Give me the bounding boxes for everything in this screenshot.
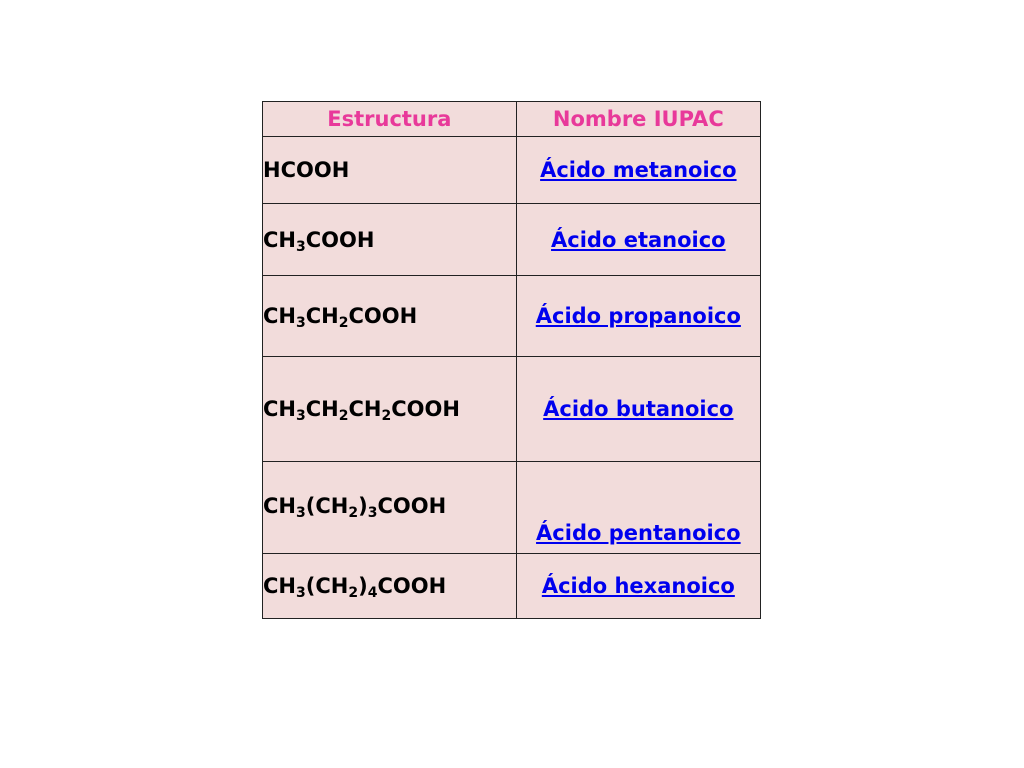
formula-text: $CH_3COOH$: [263, 227, 375, 255]
formula-subscript: 2: [381, 408, 392, 424]
table-row: [263, 276, 761, 357]
formula-subscript: 2: [338, 408, 349, 424]
header-row: [263, 102, 761, 137]
carboxylic-acids-table: [262, 101, 761, 619]
name-cell: [516, 204, 760, 276]
name-cell: [516, 276, 760, 357]
formula-text: $CH_3(CH_2)_3COOH$: [263, 494, 447, 521]
table-row: [263, 357, 761, 462]
formula-text: $CH_3CH_2CH_2COOH$: [263, 397, 460, 424]
formula-subscript: 2: [348, 585, 359, 601]
formula-subscript: 3: [296, 585, 306, 601]
formula-subscript: 3: [296, 408, 306, 424]
formula-subscript: 3: [296, 315, 306, 331]
formula-subscript: 2: [348, 505, 359, 521]
table-row: [263, 137, 761, 204]
formula-cell: [263, 204, 517, 276]
table-row: [263, 204, 761, 276]
formula-subscript: 3: [367, 505, 378, 521]
formula-subscript: 3: [296, 238, 306, 255]
formula-subscript: 3: [296, 505, 306, 521]
formula-subscript: 4: [367, 585, 378, 601]
formula-cell: [263, 554, 517, 619]
formula-text: $CH_3(CH_2)_4COOH$: [263, 574, 447, 601]
table-row: [263, 462, 761, 554]
formula-cell: [263, 462, 517, 554]
header-structure: Estructura: [263, 102, 517, 137]
formula-cell: [263, 357, 517, 462]
iupac-name-link[interactable]: Ácido etanoico: [551, 227, 726, 252]
formula-cell: [263, 137, 517, 204]
formula-text: $CH_3CH_2COOH$: [263, 304, 418, 331]
iupac-name-link[interactable]: Ácido butanoico: [543, 397, 734, 421]
iupac-name-link[interactable]: Ácido propanoico: [535, 304, 741, 328]
name-cell: [516, 462, 760, 554]
name-cell: [516, 357, 760, 462]
formula-cell: [263, 276, 517, 357]
formula-subscript: 2: [338, 315, 349, 331]
name-cell: [516, 554, 760, 619]
iupac-name-link[interactable]: Ácido pentanoico: [536, 521, 741, 545]
name-cell: [516, 137, 760, 204]
iupac-name-link[interactable]: Ácido metanoico: [540, 158, 737, 182]
formula-text: HCOOH: [263, 158, 350, 182]
iupac-name-link[interactable]: Ácido hexanoico: [541, 574, 735, 598]
header-iupac-name: Nombre IUPAC: [516, 102, 760, 137]
table-row: [263, 554, 761, 619]
